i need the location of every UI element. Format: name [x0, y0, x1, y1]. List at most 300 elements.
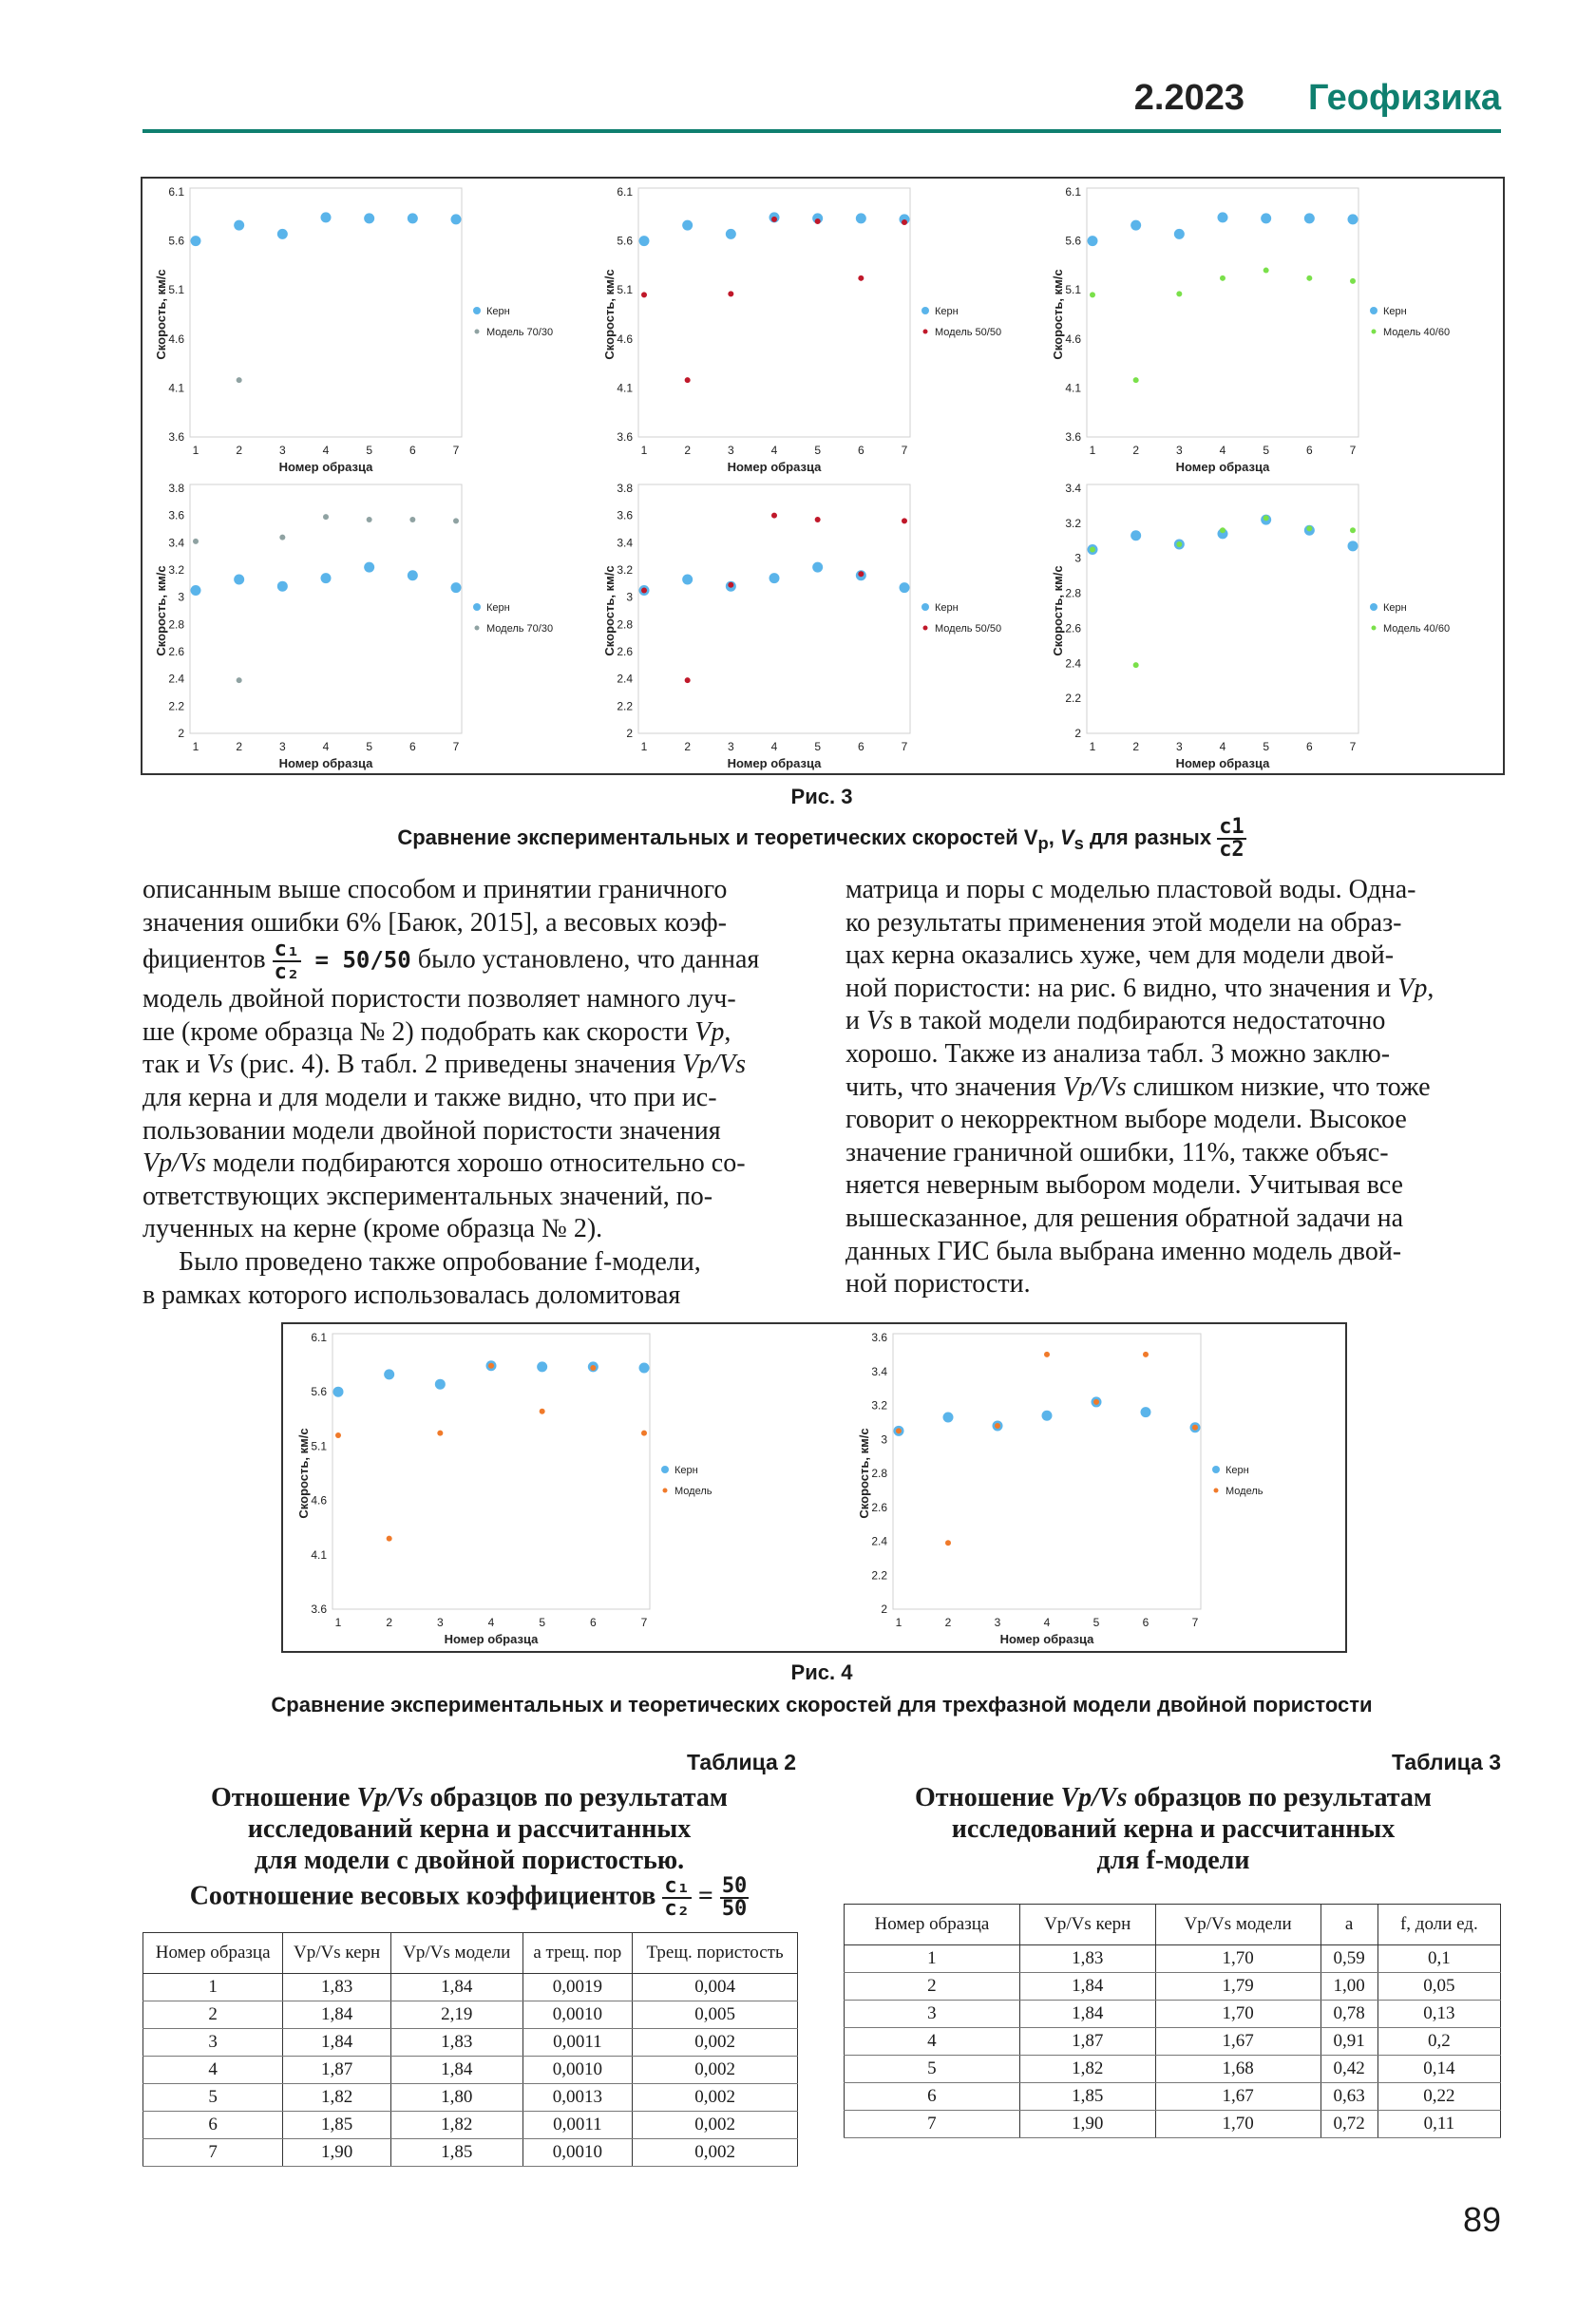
- plot-area: [1087, 484, 1358, 733]
- y-axis-label: Скорость, км/с: [602, 565, 617, 656]
- table-cell: 1,82: [1019, 2056, 1155, 2083]
- y-tick-label: 2.4: [1065, 656, 1081, 671]
- table-row: [845, 2056, 1501, 2083]
- y-axis-label: Скорость, км/с: [154, 565, 168, 656]
- y-axis-label: Скорость, км/с: [602, 269, 617, 360]
- y-tick-label: 3.2: [168, 563, 184, 577]
- chart-f4b: [857, 1331, 1264, 1646]
- data-point-core: [1130, 530, 1141, 541]
- legend-marker: [473, 603, 481, 611]
- x-tick-label: 3: [994, 1616, 1001, 1629]
- data-point-model: [237, 677, 242, 683]
- caption-sub-p: p: [1037, 833, 1049, 854]
- table-cell: 0,0010: [522, 2057, 633, 2084]
- figure-3: [141, 177, 1505, 775]
- table-row: [143, 2112, 798, 2139]
- y-tick-label: 2.2: [617, 699, 633, 713]
- text-line: няется неверным выбором модели. Учитывая все: [846, 1170, 1403, 1201]
- y-tick-label: 3.6: [617, 508, 633, 522]
- table-cell: 1,87: [1019, 2028, 1155, 2056]
- y-tick-label: 3: [1074, 551, 1081, 565]
- table-row: [845, 2001, 1501, 2028]
- data-point-core: [1261, 213, 1271, 223]
- table-cell: 1: [845, 1945, 1020, 1973]
- figure-3-caption-text: Сравнение экспериментальных и теоретических скоростей V: [397, 825, 1038, 849]
- y-tick-label: 3.6: [168, 508, 184, 522]
- legend-marker: [475, 330, 480, 334]
- legend-marker: [473, 307, 481, 314]
- data-point-core: [682, 575, 693, 585]
- x-tick-label: 4: [1043, 1616, 1051, 1629]
- table-cell: 0,59: [1320, 1945, 1378, 1973]
- table-cell: 0,0011: [522, 2029, 633, 2057]
- data-point-model: [1044, 1352, 1050, 1357]
- x-tick-label: 1: [640, 740, 648, 753]
- text-line: чить, что значения Vp/Vs слишком низкие, что тоже: [846, 1072, 1431, 1102]
- figure-4-label: Рис. 4: [790, 1660, 853, 1684]
- data-point-model: [1220, 275, 1226, 281]
- data-point-model: [1306, 525, 1312, 531]
- x-tick-label: 7: [452, 444, 460, 457]
- caption-v2: V: [1059, 825, 1074, 849]
- table-header-cell: a трещ. пор: [522, 1933, 633, 1974]
- y-tick-label: 3.8: [168, 482, 184, 495]
- x-tick-label: 1: [334, 1616, 342, 1629]
- y-tick-label: 2.8: [168, 617, 184, 632]
- x-tick-label: 4: [770, 740, 778, 753]
- data-point-model: [858, 275, 864, 281]
- plot-area: [1087, 188, 1358, 437]
- table-cell: 1,70: [1155, 2001, 1320, 2028]
- y-tick-label: 6.1: [168, 185, 184, 199]
- table-row: [845, 2111, 1501, 2138]
- data-point-core: [191, 585, 201, 596]
- y-tick-label: 6.1: [311, 1331, 327, 1344]
- text-line: лученных на керне (кроме образца № 2).: [142, 1214, 603, 1244]
- y-tick-label: 2.8: [617, 617, 633, 632]
- legend-marker: [1370, 307, 1378, 314]
- y-tick-label: 2.6: [1065, 621, 1081, 635]
- y-axis-label: Скорость, км/с: [154, 269, 168, 360]
- y-tick-label: 2.4: [168, 672, 184, 686]
- data-point-model: [409, 517, 415, 522]
- table-cell: 1,83: [390, 2029, 522, 2057]
- table-cell: 7: [143, 2139, 283, 2167]
- data-point-model: [995, 1423, 1000, 1429]
- table-cell: 0,2: [1378, 2028, 1500, 2056]
- table-row: [143, 2084, 798, 2112]
- table-cell: 1,67: [1155, 2028, 1320, 2056]
- y-tick-label: 3.4: [617, 536, 633, 550]
- x-tick-label: 4: [1219, 444, 1226, 457]
- table-cell: 1,82: [283, 2084, 391, 2112]
- table-header-cell: f, доли ед.: [1378, 1905, 1500, 1945]
- y-tick-label: 2: [1074, 727, 1081, 740]
- text-line: описанным выше способом и принятии граничного: [142, 875, 728, 904]
- table-cell: 2,19: [390, 2001, 522, 2029]
- y-tick-label: 3: [178, 590, 184, 604]
- x-axis-label: Номер образца: [1175, 460, 1270, 474]
- x-tick-label: 3: [436, 1616, 444, 1629]
- legend-label: Модель 50/50: [935, 623, 1002, 635]
- legend-marker: [922, 307, 929, 314]
- x-tick-label: 6: [408, 444, 416, 457]
- table-3: [844, 1904, 1501, 2138]
- data-point-model: [641, 292, 647, 297]
- y-tick-label: 3.8: [617, 482, 633, 495]
- legend-label: Керн: [486, 602, 510, 614]
- data-point-model: [279, 535, 285, 541]
- x-tick-label: 6: [1305, 740, 1313, 753]
- table-cell: 1,79: [1155, 1973, 1320, 2001]
- y-tick-label: 2.6: [168, 645, 184, 658]
- data-point-model: [488, 1363, 494, 1369]
- y-tick-label: 3.2: [1065, 516, 1081, 530]
- x-tick-label: 6: [857, 740, 864, 753]
- y-tick-label: 5.6: [311, 1385, 327, 1399]
- text-line: говорит о некорректном выборе модели. Высокое: [846, 1105, 1407, 1135]
- table-header-cell: Номер образца: [143, 1933, 283, 1974]
- table-cell: 1,70: [1155, 2111, 1320, 2138]
- y-tick-label: 3.2: [617, 563, 633, 577]
- table-header-cell: Номер образца: [845, 1905, 1020, 1945]
- table-cell: 0,72: [1320, 2111, 1378, 2138]
- y-tick-label: 4.1: [617, 381, 633, 395]
- x-tick-label: 2: [684, 444, 692, 457]
- figure-4-caption: Сравнение экспериментальных и теоретических скоростей для трехфазной модели двойной пористости: [271, 1693, 1373, 1717]
- data-point-core: [1130, 220, 1141, 231]
- text-line: хорошо. Также из анализа табл. 3 можно заклю-: [846, 1038, 1391, 1069]
- data-point-core: [1348, 541, 1358, 551]
- x-tick-label: 4: [1219, 740, 1226, 753]
- data-point-core: [408, 570, 418, 580]
- x-tick-label: 7: [1349, 444, 1357, 457]
- data-point-core: [943, 1413, 954, 1423]
- legend-label: Керн: [674, 1465, 698, 1476]
- figure-3-label: Рис. 3: [790, 785, 853, 808]
- data-point-model: [771, 217, 777, 222]
- x-tick-label: 3: [278, 444, 286, 457]
- table-cell: 1,68: [1155, 2056, 1320, 2083]
- data-point-model: [1133, 377, 1139, 383]
- data-point-core: [277, 229, 288, 239]
- x-tick-label: 1: [640, 444, 648, 457]
- data-point-core: [682, 220, 693, 231]
- y-tick-label: 2.2: [871, 1568, 887, 1583]
- data-point-model: [728, 291, 733, 296]
- x-tick-label: 7: [640, 1616, 648, 1629]
- text-line: значение граничной ошибки, 11%, также объяс-: [846, 1137, 1389, 1167]
- x-tick-label: 3: [727, 444, 734, 457]
- legend-label: Керн: [1383, 602, 1407, 614]
- x-tick-label: 1: [1089, 740, 1096, 753]
- y-tick-label: 3.6: [1065, 430, 1081, 444]
- data-point-core: [856, 213, 866, 223]
- legend-label: Модель 40/60: [1383, 623, 1451, 635]
- x-axis-label: Номер образца: [278, 756, 373, 770]
- x-tick-label: 6: [1305, 444, 1313, 457]
- table-3-label: Таблица 3: [1391, 1750, 1501, 1774]
- x-tick-label: 2: [236, 740, 243, 753]
- x-tick-label: 2: [386, 1616, 393, 1629]
- table-cell: 1,84: [283, 2029, 391, 2057]
- table-cell: 0,13: [1378, 2001, 1500, 2028]
- data-point-core: [537, 1361, 547, 1372]
- table-cell: 0,004: [633, 1974, 798, 2001]
- x-tick-label: 7: [901, 740, 908, 753]
- x-tick-label: 2: [1132, 740, 1140, 753]
- table-cell: 0,05: [1378, 1973, 1500, 2001]
- data-point-core: [191, 236, 201, 246]
- data-point-model: [387, 1536, 392, 1542]
- data-point-model: [1192, 1425, 1198, 1431]
- plot-area: [638, 188, 910, 437]
- table-header-cell: Vp/Vs модели: [390, 1933, 522, 1974]
- data-point-model: [815, 218, 821, 224]
- plot-area: [638, 484, 910, 733]
- page-number: 89: [1462, 2200, 1501, 2239]
- y-tick-label: 4.1: [168, 381, 184, 395]
- legend-label: Керн: [486, 306, 510, 317]
- y-tick-label: 3.4: [871, 1364, 887, 1378]
- legend-marker: [663, 1489, 668, 1493]
- x-axis-label: Номер образца: [444, 1632, 539, 1646]
- table-cell: 1,90: [283, 2139, 391, 2167]
- y-tick-label: 3.6: [311, 1603, 327, 1616]
- table-cell: 0,002: [633, 2084, 798, 2112]
- y-tick-label: 3.4: [1065, 482, 1081, 495]
- y-tick-label: 3.4: [168, 536, 184, 550]
- legend-label: Модель: [674, 1486, 712, 1497]
- x-tick-label: 5: [1092, 1616, 1100, 1629]
- data-point-model: [1350, 278, 1356, 284]
- table-row: [845, 2028, 1501, 2056]
- x-tick-label: 1: [895, 1616, 902, 1629]
- table-header-cell: Vp/Vs модели: [1155, 1905, 1320, 1945]
- y-tick-label: 5.6: [168, 234, 184, 248]
- table-cell: 0,1: [1378, 1945, 1500, 1973]
- legend-label: Керн: [935, 602, 959, 614]
- table-2-ratio: $\frac{50}{50}$: [721, 1874, 748, 1921]
- x-tick-label: 4: [322, 444, 330, 457]
- x-tick-label: 7: [452, 740, 460, 753]
- x-axis-label: Номер образца: [1175, 756, 1270, 770]
- x-tick-label: 4: [487, 1616, 495, 1629]
- table-cell: 1,83: [1019, 1945, 1155, 1973]
- data-point-model: [1143, 1352, 1149, 1357]
- text-line: данных ГИС была выбрана именно модель двой-: [846, 1236, 1402, 1266]
- caption-frac-den: c2: [1219, 838, 1244, 862]
- data-point-model: [685, 377, 691, 383]
- x-tick-label: 1: [192, 444, 200, 457]
- y-tick-label: 2.4: [871, 1534, 887, 1548]
- table-header-cell: Трещ. пористость: [633, 1933, 798, 1974]
- table-cell: 4: [143, 2057, 283, 2084]
- y-tick-label: 5.1: [1065, 283, 1081, 297]
- data-point-core: [639, 236, 650, 246]
- table-cell: 1,00: [1320, 1973, 1378, 2001]
- table-cell: 6: [143, 2112, 283, 2139]
- table-cell: 0,002: [633, 2139, 798, 2167]
- caption-fraction: [1217, 817, 1246, 861]
- table-cell: 0,0010: [522, 2001, 633, 2029]
- x-tick-label: 2: [236, 444, 243, 457]
- y-tick-label: 2: [881, 1603, 887, 1616]
- data-point-core: [321, 573, 332, 583]
- text-line: Было проведено также опробование f-модели,: [179, 1246, 701, 1277]
- data-point-model: [1306, 275, 1312, 281]
- issue-number: 2.2023: [1133, 78, 1244, 118]
- caption-tail: для разных: [1083, 825, 1218, 849]
- table-cell: 0,91: [1320, 2028, 1378, 2056]
- y-tick-label: 2.4: [617, 672, 633, 686]
- plot-area: [190, 484, 462, 733]
- figure-3-charts: [142, 179, 1503, 773]
- legend-label: Модель 50/50: [935, 327, 1002, 338]
- chart-f3c: [1051, 185, 1450, 474]
- data-point-model: [641, 1431, 647, 1436]
- body-right-column: [846, 874, 1501, 1301]
- data-point-core: [900, 582, 910, 593]
- data-point-model: [540, 1409, 545, 1414]
- plot-area: [332, 1334, 650, 1609]
- body-left-column: [142, 874, 796, 1312]
- x-tick-label: 7: [901, 444, 908, 457]
- data-point-model: [1350, 527, 1356, 533]
- data-point-core: [1304, 213, 1315, 223]
- legend-label: Керн: [1226, 1465, 1249, 1476]
- x-tick-label: 6: [1142, 1616, 1150, 1629]
- y-tick-label: 2.6: [871, 1500, 887, 1514]
- text-line: ной пористости.: [846, 1269, 1031, 1299]
- data-point-core: [639, 1363, 650, 1374]
- data-point-model: [945, 1540, 951, 1546]
- legend-marker: [475, 626, 480, 631]
- x-tick-label: 1: [192, 740, 200, 753]
- data-point-model: [728, 582, 733, 588]
- data-point-model: [323, 514, 329, 520]
- table-row: [143, 1974, 798, 2001]
- data-point-model: [1264, 515, 1269, 521]
- y-tick-label: 4.6: [311, 1493, 327, 1508]
- data-point-core: [333, 1387, 344, 1397]
- legend-marker: [1214, 1489, 1219, 1493]
- table-row: [143, 2057, 798, 2084]
- legend-marker: [1372, 330, 1377, 334]
- journal-name: Геофизика: [1308, 78, 1501, 118]
- y-axis-label: Скорость, км/с: [1051, 269, 1065, 360]
- x-tick-label: 6: [408, 740, 416, 753]
- data-point-core: [384, 1369, 394, 1379]
- x-tick-label: 5: [1263, 444, 1270, 457]
- table-cell: 7: [845, 2111, 1020, 2138]
- data-point-core: [812, 562, 823, 573]
- table-cell: 1,85: [1019, 2083, 1155, 2111]
- x-tick-label: 5: [814, 444, 822, 457]
- data-point-core: [1174, 229, 1185, 239]
- x-tick-label: 2: [684, 740, 692, 753]
- text-line: матрица и поры с моделью пластовой воды. Одна-: [846, 875, 1416, 904]
- data-point-core: [726, 229, 736, 239]
- table-cell: 1,85: [283, 2112, 391, 2139]
- x-tick-label: 7: [1191, 1616, 1199, 1629]
- text-line: фициентов $\frac{\text{c₁}}{\text{c₂}}$ = 50/50 было установлено, что данная: [142, 938, 760, 985]
- x-tick-label: 6: [857, 444, 864, 457]
- text-line: и Vs в такой модели подбираются недостаточно: [846, 1006, 1386, 1036]
- table-cell: 1,80: [390, 2084, 522, 2112]
- data-point-model: [367, 517, 372, 522]
- x-tick-label: 7: [1349, 740, 1357, 753]
- x-tick-label: 2: [944, 1616, 952, 1629]
- weight-fraction: $\frac{\text{c₁}}{\text{c₂}}$: [274, 938, 300, 985]
- table-cell: 1,90: [1019, 2111, 1155, 2138]
- data-point-model: [1133, 662, 1139, 668]
- data-point-core: [321, 212, 332, 222]
- text-line: ной пористости: на рис. 6 видно, что значения и Vp,: [846, 973, 1434, 1003]
- y-tick-label: 3: [881, 1432, 887, 1447]
- y-tick-label: 4.6: [168, 332, 184, 346]
- x-axis-label: Номер образца: [727, 460, 822, 474]
- table-cell: 3: [845, 2001, 1020, 2028]
- data-point-core: [364, 562, 374, 573]
- table-cell: 1,84: [1019, 2001, 1155, 2028]
- y-tick-label: 3.6: [871, 1331, 887, 1344]
- text-line: ко результаты применения этой модели на образ-: [846, 907, 1402, 938]
- y-axis-label: Скорость, км/с: [296, 1428, 311, 1519]
- chart-f3f: [1051, 482, 1450, 770]
- text-line: ответствующих экспериментальных значений, по-: [142, 1181, 713, 1211]
- data-point-core: [1218, 212, 1228, 222]
- legend-marker: [923, 330, 928, 334]
- table-cell: 4: [845, 2028, 1020, 2056]
- table-cell: 1,87: [283, 2057, 391, 2084]
- x-tick-label: 5: [539, 1616, 546, 1629]
- y-tick-label: 2: [626, 727, 633, 740]
- legend-marker: [1212, 1466, 1220, 1473]
- legend-label: Керн: [935, 306, 959, 317]
- x-tick-label: 4: [322, 740, 330, 753]
- table-cell: 0,0019: [522, 1974, 633, 2001]
- y-tick-label: 3.6: [617, 430, 633, 444]
- data-point-core: [277, 581, 288, 592]
- data-point-core: [234, 220, 244, 231]
- x-tick-label: 3: [278, 740, 286, 753]
- table-cell: 1: [143, 1974, 283, 2001]
- chart-f3b: [602, 185, 1001, 474]
- data-point-model: [1090, 547, 1095, 553]
- table-cell: 1,84: [283, 2001, 391, 2029]
- data-point-model: [815, 517, 821, 522]
- data-point-core: [1042, 1411, 1053, 1421]
- caption-sub-s: s: [1074, 833, 1084, 854]
- y-axis-label: Скорость, км/с: [857, 1428, 871, 1519]
- text-line: для керна и для модели и также видно, что при ис-: [142, 1082, 717, 1112]
- y-tick-label: 4.6: [1065, 332, 1081, 346]
- table-cell: 2: [143, 2001, 283, 2029]
- table-cell: 0,0013: [522, 2084, 633, 2112]
- table-cell: 6: [845, 2083, 1020, 2111]
- y-tick-label: 5.6: [1065, 234, 1081, 248]
- table-cell: 1,82: [390, 2112, 522, 2139]
- legend-label: Керн: [1383, 306, 1407, 317]
- table-3-title: Отношение Vp/Vs образцов по результатам исследований керна и рассчитанных для f-модели: [915, 1783, 1432, 1875]
- data-point-model: [771, 513, 777, 519]
- data-point-model: [1090, 292, 1095, 297]
- x-axis-label: Номер образца: [278, 460, 373, 474]
- text-line: модель двойной пористости позволяет намного луч-: [142, 984, 736, 1015]
- data-point-core: [435, 1379, 446, 1390]
- table-cell: 0,0010: [522, 2139, 633, 2167]
